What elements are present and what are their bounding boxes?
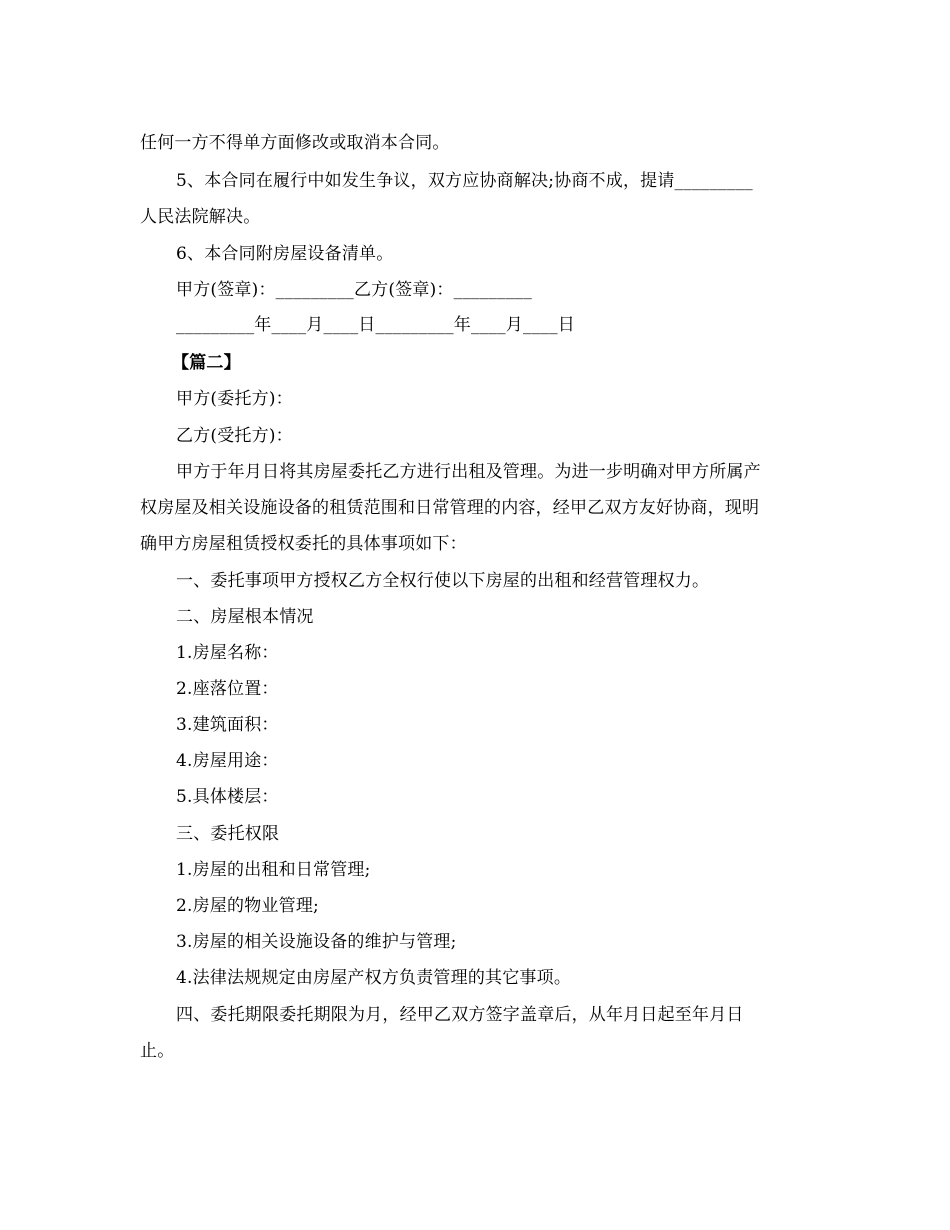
list-item: 4.法律法规规定由房屋产权方负责管理的其它事项。 [176,968,572,988]
date-line: _________年____月____日_________年____月____日 [176,315,575,335]
section-heading: 【篇二】 [172,353,241,373]
text-line: 止。 [140,1041,175,1061]
list-item: 1.房屋名称： [176,643,279,663]
text-line: 甲方于年月日将其房屋委托乙方进行出租及管理。为进一步明确对甲方所属产 [176,462,761,482]
text-line: 一、委托事项甲方授权乙方全权行使以下房屋的出租和经营管理权力。 [176,571,710,591]
signature-line: 甲方(签章)：_________乙方(签章)：_________ [176,280,532,300]
text-line: 甲方(委托方)： [176,389,293,409]
list-item: 3.房屋的相关设施设备的维护与管理; [176,932,457,952]
list-item: 5.具体楼层： [176,787,279,807]
text-line: 三、委托权限 [176,824,280,844]
text-line: 四、委托期限委托期限为月，经甲乙双方签字盖章后，从年月日起至年月日 [176,1005,744,1025]
text-line: 任何一方不得单方面修改或取消本合同。 [140,133,450,153]
list-item: 3.建筑面积： [176,715,279,735]
text-line: 权房屋及相关设施设备的租赁范围和日常管理的内容，经甲乙双方友好协商，现明 [140,498,760,518]
text-line: 5、本合同在履行中如发生争议，双方应协商解决;协商不成，提请_________ [176,171,753,191]
text-line: 人民法院解决。 [140,207,261,227]
text-line: 确甲方房屋租赁授权委托的具体事项如下： [140,534,467,554]
list-item: 2.房屋的物业管理; [176,896,319,916]
text-line: 6、本合同附房屋设备清单。 [176,244,394,264]
list-item: 4.房屋用途： [176,751,279,771]
list-item: 2.座落位置： [176,679,279,699]
text-line: 乙方(受托方)： [176,426,293,446]
text-line: 二、房屋根本情况 [176,607,314,627]
list-item: 1.房屋的出租和日常管理; [176,860,371,880]
